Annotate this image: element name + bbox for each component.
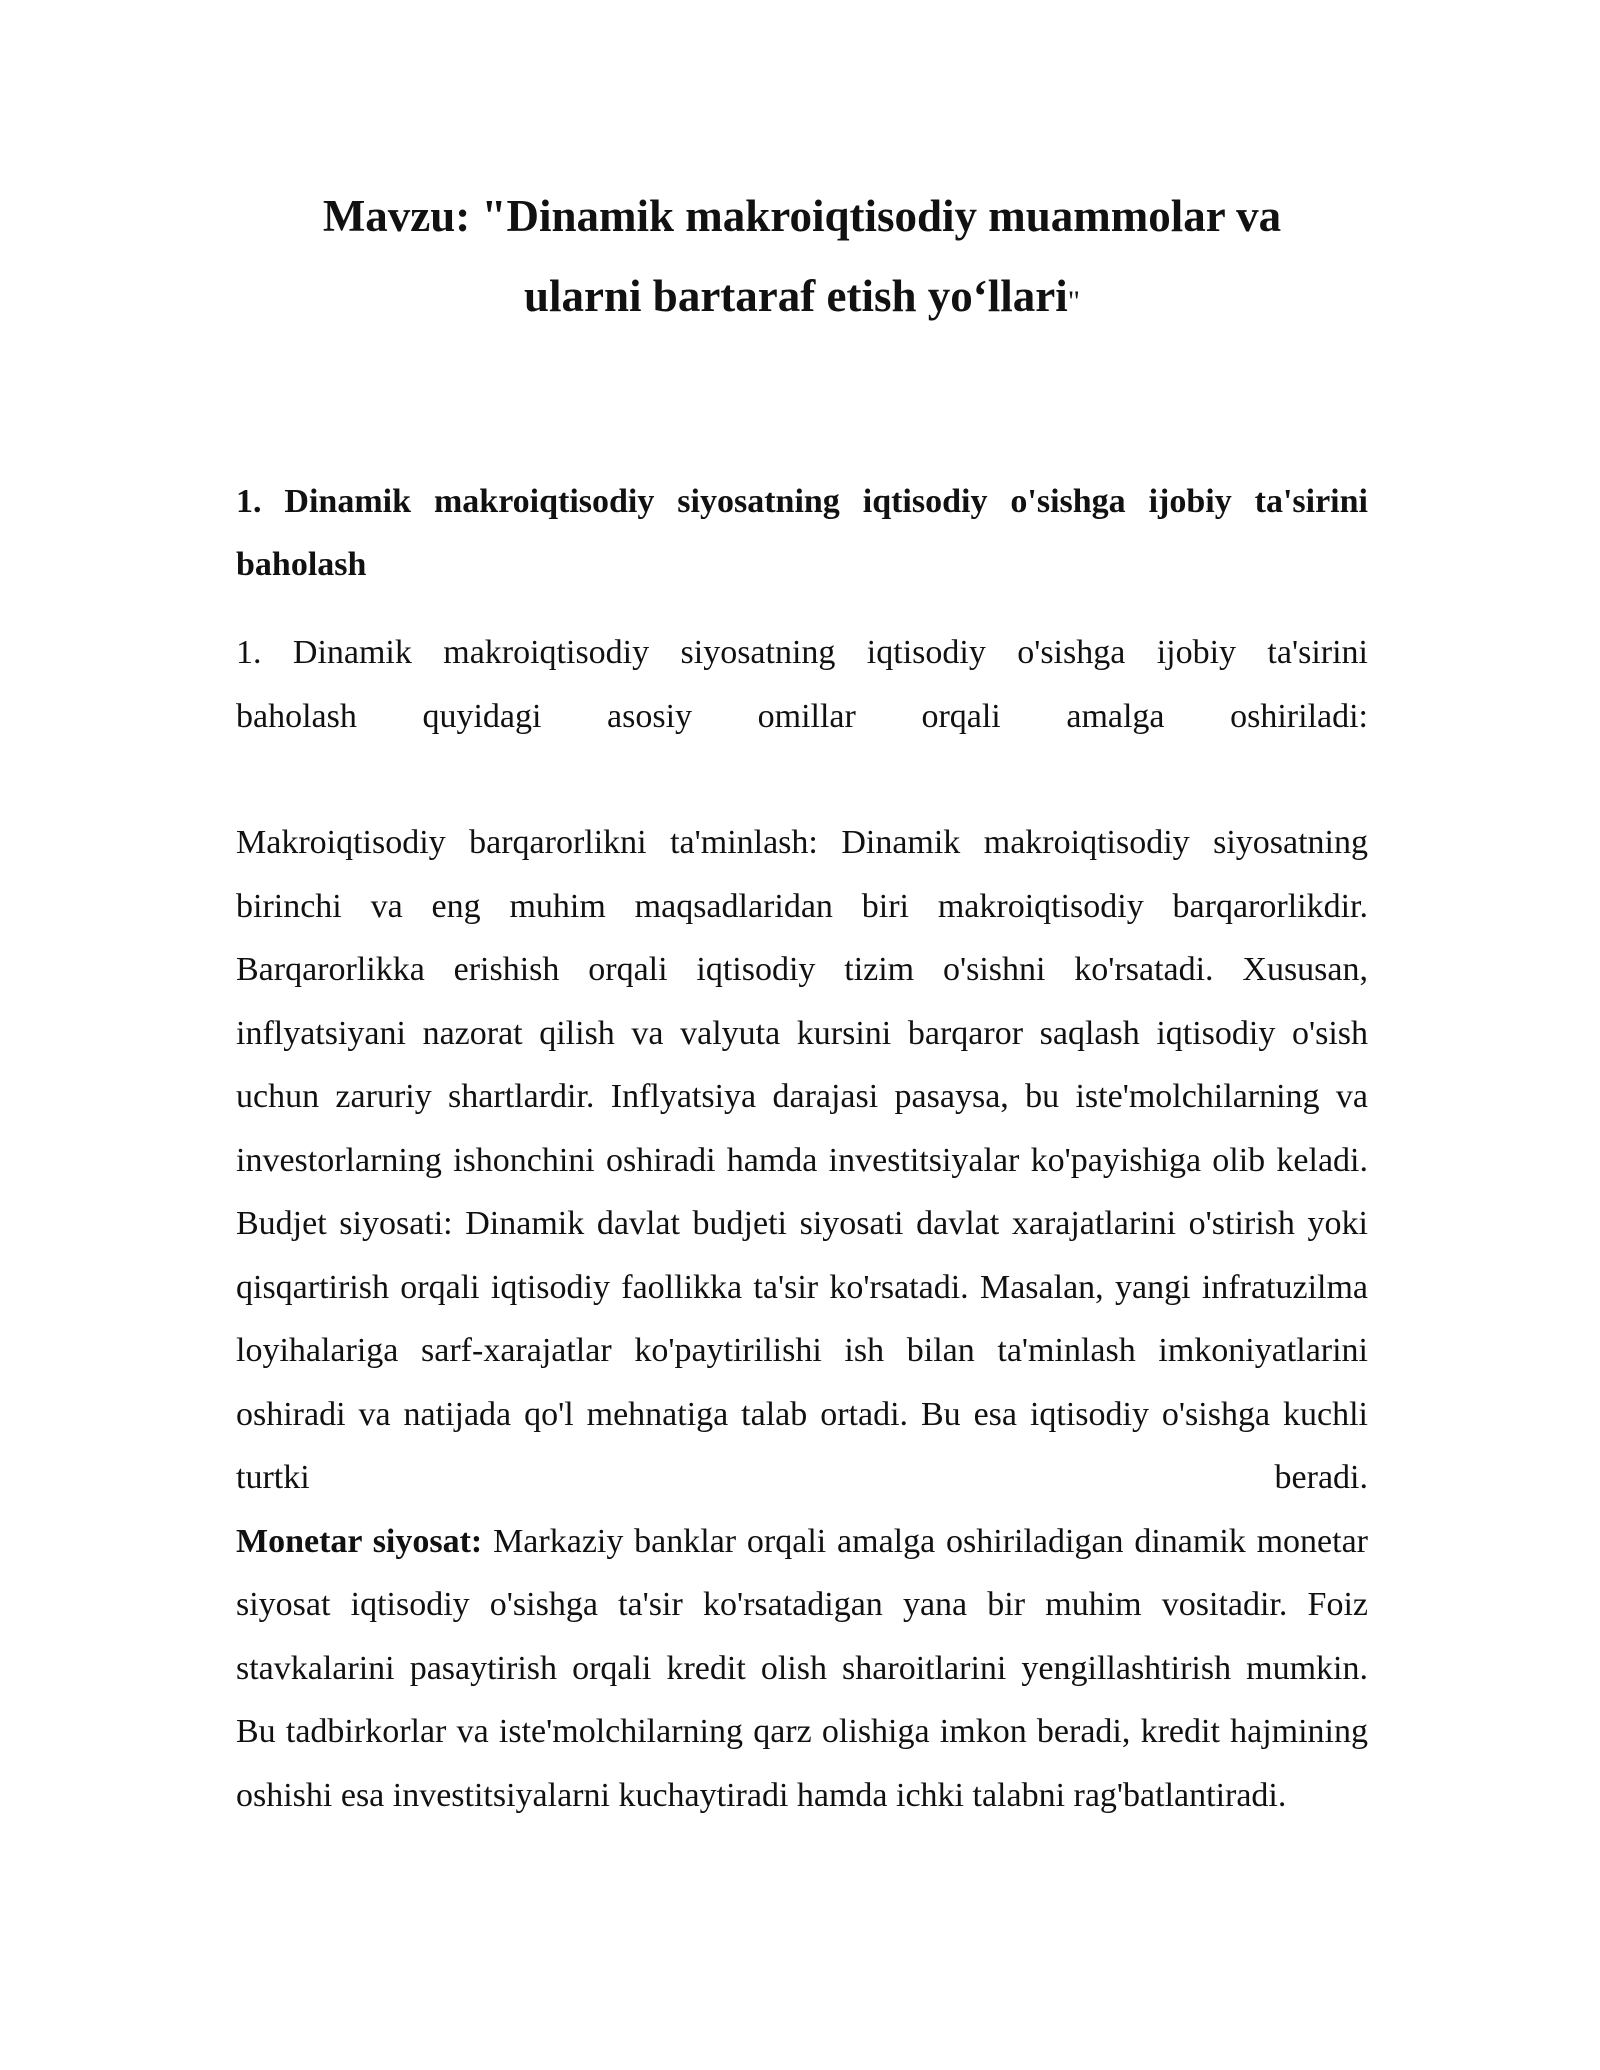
- intro-paragraph-line-2: baholash quyidagi asosiy omillar orqali amalga oshiriladi:: [236, 697, 1368, 735]
- document-page: [236, 176, 1368, 1827]
- document-title: [236, 176, 1368, 342]
- paragraph-spacer: [236, 748, 1368, 811]
- body-paragraph-1: Makroiqtisodiy barqarorlikni ta'minlash: Dinamik makroiqtisodiy siyosatning birinchi va eng muhim maqsadlaridan biri makroiqtisodiy barqarorlikdir. Barqarorlikka erishish orqali iqtisodiy tizim o'sishni ko'rsatadi. Xususan, inflyatsiyani nazorat qilish va valyuta kursini barqaror saqlash iqtisodiy o'sish uchun zaruriy shartlardir. Inflyatsiya darajasi pasaysa, bu iste'molchilarning va investorlarning ishonchini oshiradi hamda investitsiyalar ko'payishiga olib keladi. Budjet siyosati: Dinamik davlat budjeti siyosati davlat xarajatlarini o'stirish yoki qisqartirish orqali iqtisodiy faollikka ta'sir ko'rsatadi. Masalan, yangi infratuzilma loyihalariga sarf-xarajatlar ko'paytirilishi ish bilan ta'minlash imkoniyatlarini oshiradi va natijada qo'l mehnatiga talab ortadi. Bu esa iqtisodiy o'sishga kuchli turtki beradi.: [236, 824, 1368, 1496]
- title-line-1: Mavzu: "Dinamik makroiqtisodiy muammolar va: [322, 191, 1282, 241]
- monetary-policy-text: Markaziy banklar orqali amalga oshiriladigan dinamik monetar siyosat iqtisodiy o'sishga ta'sir ko'rsatadigan yana bir muhim vositadir. Foiz stavkalarini pasaytirish orqali kredit olish sharoitlarini yengillashtirish mumkin. Bu tadbirkorlar va iste'molchilarning qarz olishiga imkon beradi, kredit hajmining oshishi esa investitsiyalarni kuchaytiradi hamda ichki talabni rag'batlantiradi.: [236, 1522, 1368, 1814]
- intro-paragraph-line-1: 1. Dinamik makroiqtisodiy siyosatning iqtisodiy o'sishga ijobiy ta'sirini: [236, 634, 1368, 671]
- monetary-policy-label: Monetar siyosat:: [236, 1522, 483, 1560]
- body-paragraph-2: [236, 1510, 1368, 1828]
- title-closing-quote: ": [1067, 285, 1080, 318]
- section-heading: 1. Dinamik makroiqtisodiy siyosatning iqtisodiy o'sishga ijobiy ta'sirini baholash: [236, 483, 1368, 583]
- title-line-2: ularni bartaraf etish yo‘llari: [524, 271, 1068, 321]
